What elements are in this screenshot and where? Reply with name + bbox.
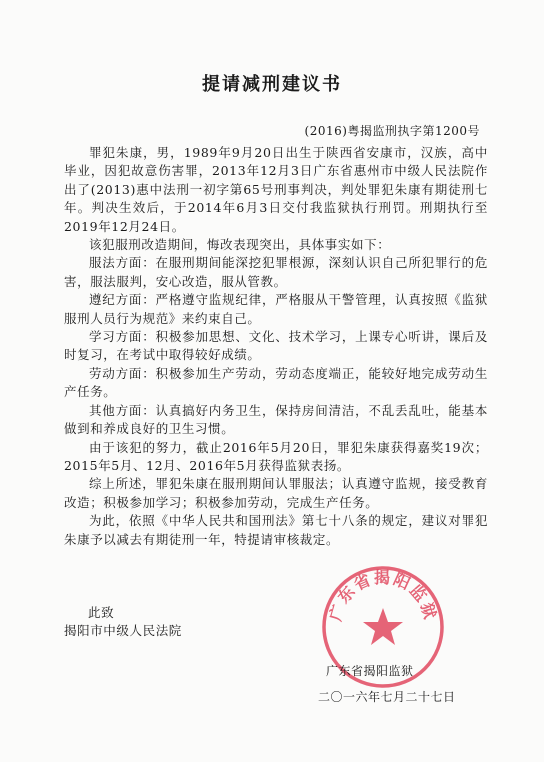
paragraph-discipline: 遵纪方面：严格遵守监规纪律，严格服从干警管理，认真按照《监狱服刑人员行为规范》来约束自己。 <box>64 292 488 326</box>
paragraph-intro: 该犯服刑改造期间，悔改表现突出，具体事实如下： <box>89 237 391 253</box>
addressee-block <box>64 604 182 640</box>
star-icon <box>363 608 403 645</box>
sender-name: 广东省揭阳监狱 <box>326 664 414 678</box>
seal-arc-text: 广东省揭阳监狱 <box>325 567 441 624</box>
document-number: (2016)粤揭监刑执字第1200号 <box>304 124 480 138</box>
greeting: 此致 <box>88 605 115 620</box>
paragraph-rewards: 由于该犯的努力，截止2016年5月20日，罪犯朱康获得嘉奖19次；2015年5月、12月、2016年5月获得监狱表扬。 <box>64 439 488 473</box>
document-body <box>64 144 488 549</box>
addressee-name: 揭阳市中级人民法院 <box>64 623 182 638</box>
paragraph-obey-law: 服法方面：在服刑期间能深挖犯罪根源，深刻认识自己所犯罪行的危害，服法服判，安心改造，服从管教。 <box>64 255 488 289</box>
document-date: 二〇一六年七月二十七日 <box>318 690 456 704</box>
paragraph-labor: 劳动方面：积极参加生产劳动，劳动态度端正，能较好地完成劳动生产任务。 <box>64 365 488 400</box>
document-title: 提请减刑建议书 <box>202 74 342 95</box>
paragraph-other: 其他方面：认真搞好内务卫生，保持房间清洁，不乱丢乱吐，能基本做到和养成良好的卫生习惯。 <box>64 402 488 437</box>
paragraph-proposal: 为此，依照《中华人民共和国刑法》第七十八条的规定，建议对罪犯朱康予以减去有期徒刑一年，特提请审核裁定。 <box>64 513 488 547</box>
paragraph-criminal-info: 罪犯朱康，男，1989年9月20日出生于陕西省安康市，汉族，高中毕业，因犯故意伤害罪，2013年12月3日广东省惠州市中级人民法院作出了(2013)惠中法刑一初字第65号刑事判决，判处罪犯朱康有期徒刑七年。判决生效后，于2014年6月3日交付我监狱执行刑罚。刑期执行至2019年12月24日。 <box>64 145 488 234</box>
paragraph-summary: 综上所述，罪犯朱康在服刑期间认罪服法；认真遵守监规，接受教育改造；积极参加学习；积极参加劳动，完成生产任务。 <box>64 476 488 510</box>
paragraph-study: 学习方面：积极参加思想、文化、技术学习，上课专心听讲，课后及时复习，在考试中取得较好成绩。 <box>64 329 488 363</box>
